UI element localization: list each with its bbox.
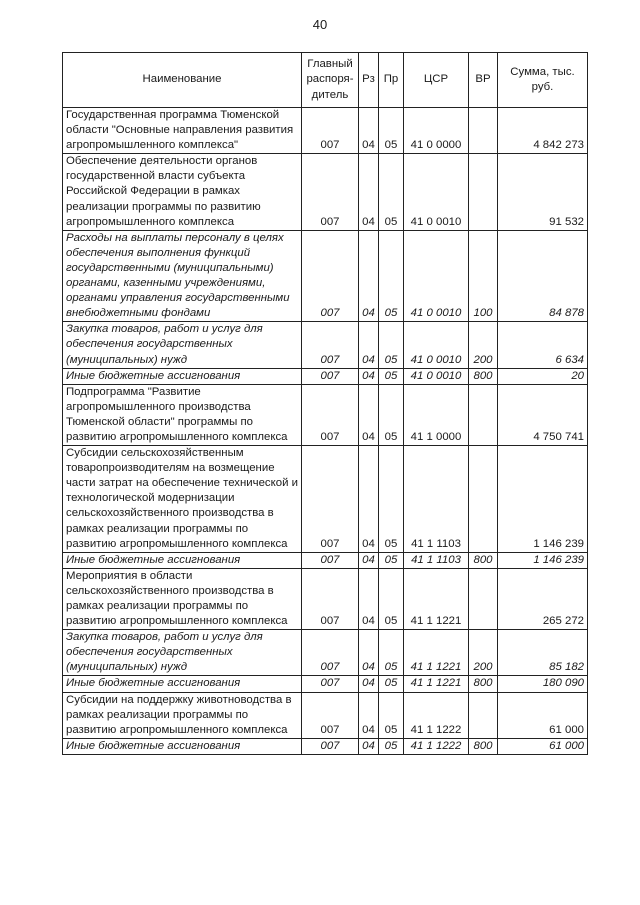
row-pr-code: 05 — [379, 692, 404, 738]
table-row — [63, 630, 588, 676]
row-grbs-code: 007 — [302, 568, 359, 629]
row-sum: 61 000 — [498, 738, 588, 754]
header-pr: Пр — [379, 53, 404, 108]
row-rz-code: 04 — [359, 108, 379, 154]
row-vr-code — [469, 108, 498, 154]
row-sum: 61 000 — [498, 692, 588, 738]
table-row — [63, 230, 588, 322]
row-name: Иные бюджетные ассигнования — [63, 676, 302, 692]
row-name: Расходы на выплаты персоналу в целях обеспечения выполнения функций государственными (муниципальными) органами, казенными учреждениями, органами управления государственными внебюджетными фондами — [63, 230, 302, 322]
row-sum: 265 272 — [498, 568, 588, 629]
table-row — [63, 446, 588, 553]
row-rz-code: 04 — [359, 368, 379, 384]
row-pr-code: 05 — [379, 552, 404, 568]
table-header-row — [63, 53, 588, 108]
row-csr-code: 41 1 0000 — [404, 384, 469, 445]
row-name: Закупка товаров, работ и услуг для обеспечения государственных (муниципальных) нужд — [63, 322, 302, 368]
row-csr-code: 41 1 1103 — [404, 446, 469, 553]
page-number: 40 — [312, 17, 328, 32]
table-row — [63, 676, 588, 692]
row-pr-code: 05 — [379, 384, 404, 445]
row-grbs-code: 007 — [302, 552, 359, 568]
row-name: Подпрограмма "Развитие агропромышленного производства Тюменской области" программы по развитию агропромышленного комплекса — [63, 384, 302, 445]
row-rz-code: 04 — [359, 630, 379, 676]
row-name: Иные бюджетные ассигнования — [63, 738, 302, 754]
row-grbs-code: 007 — [302, 230, 359, 322]
header-vr: ВР — [469, 53, 498, 108]
row-csr-code: 41 1 1222 — [404, 692, 469, 738]
header-grbs: Главный распоря-дитель — [302, 53, 359, 108]
row-pr-code: 05 — [379, 446, 404, 553]
row-rz-code: 04 — [359, 676, 379, 692]
row-vr-code: 800 — [469, 738, 498, 754]
table-row — [63, 738, 588, 754]
row-csr-code: 41 0 0010 — [404, 230, 469, 322]
row-name: Иные бюджетные ассигнования — [63, 368, 302, 384]
row-name: Мероприятия в области сельскохозяйственного производства в рамках реализации программы по развитию агропромышленного комплекса — [63, 568, 302, 629]
row-pr-code: 05 — [379, 230, 404, 322]
table-row — [63, 384, 588, 445]
row-grbs-code: 007 — [302, 322, 359, 368]
row-rz-code: 04 — [359, 568, 379, 629]
row-vr-code: 800 — [469, 676, 498, 692]
table-row — [63, 692, 588, 738]
row-rz-code: 04 — [359, 322, 379, 368]
row-rz-code: 04 — [359, 384, 379, 445]
row-sum: 91 532 — [498, 154, 588, 230]
table-row — [63, 154, 588, 230]
row-pr-code: 05 — [379, 676, 404, 692]
table-row — [63, 108, 588, 154]
row-sum: 84 878 — [498, 230, 588, 322]
row-grbs-code: 007 — [302, 676, 359, 692]
row-sum: 1 146 239 — [498, 552, 588, 568]
row-rz-code: 04 — [359, 154, 379, 230]
row-grbs-code: 007 — [302, 630, 359, 676]
row-pr-code: 05 — [379, 368, 404, 384]
row-name: Субсидии сельскохозяйственным товаропроизводителям на возмещение части затрат на обеспечение технической и технологической модернизации сельскохозяйственного производства в рамках реализации программы по развитию агропромышленного комплекса — [63, 446, 302, 553]
row-grbs-code: 007 — [302, 446, 359, 553]
row-csr-code: 41 1 1221 — [404, 630, 469, 676]
row-name: Закупка товаров, работ и услуг для обеспечения государственных (муниципальных) нужд — [63, 630, 302, 676]
row-csr-code: 41 1 1103 — [404, 552, 469, 568]
row-vr-code — [469, 568, 498, 629]
table-row — [63, 322, 588, 368]
header-sum: Сумма, тыс. руб. — [498, 53, 588, 108]
row-grbs-code: 007 — [302, 738, 359, 754]
header-name: Наименование — [63, 53, 302, 108]
row-grbs-code: 007 — [302, 108, 359, 154]
row-grbs-code: 007 — [302, 692, 359, 738]
row-grbs-code: 007 — [302, 368, 359, 384]
row-vr-code — [469, 384, 498, 445]
table-row — [63, 368, 588, 384]
header-rz: Рз — [359, 53, 379, 108]
row-name: Государственная программа Тюменской области "Основные направления развития агропромышленного комплекса" — [63, 108, 302, 154]
row-vr-code: 200 — [469, 322, 498, 368]
row-pr-code: 05 — [379, 568, 404, 629]
row-csr-code: 41 1 1221 — [404, 676, 469, 692]
row-csr-code: 41 0 0010 — [404, 154, 469, 230]
row-sum: 85 182 — [498, 630, 588, 676]
row-vr-code: 100 — [469, 230, 498, 322]
header-csr: ЦСР — [404, 53, 469, 108]
row-sum: 180 090 — [498, 676, 588, 692]
row-name: Обеспечение деятельности органов государственной власти субъекта Российской Федерации в рамках реализации программы по развитию агропромышленного комплекса — [63, 154, 302, 230]
table-row — [63, 552, 588, 568]
row-sum: 4 842 273 — [498, 108, 588, 154]
row-vr-code: 800 — [469, 368, 498, 384]
scan-edge-mark — [516, 0, 634, 5]
row-rz-code: 04 — [359, 738, 379, 754]
budget-table — [62, 52, 588, 755]
row-csr-code: 41 1 1222 — [404, 738, 469, 754]
row-name: Иные бюджетные ассигнования — [63, 552, 302, 568]
row-pr-code: 05 — [379, 738, 404, 754]
row-pr-code: 05 — [379, 154, 404, 230]
row-rz-code: 04 — [359, 446, 379, 553]
row-name: Субсидии на поддержку животноводства в рамках реализации программы по развитию агропромышленного комплекса — [63, 692, 302, 738]
table-row — [63, 568, 588, 629]
row-csr-code: 41 0 0010 — [404, 368, 469, 384]
row-pr-code: 05 — [379, 630, 404, 676]
row-vr-code: 800 — [469, 552, 498, 568]
row-vr-code — [469, 154, 498, 230]
row-grbs-code: 007 — [302, 384, 359, 445]
row-vr-code — [469, 692, 498, 738]
row-pr-code: 05 — [379, 108, 404, 154]
row-grbs-code: 007 — [302, 154, 359, 230]
row-rz-code: 04 — [359, 552, 379, 568]
table-body — [63, 108, 588, 755]
row-csr-code: 41 1 1221 — [404, 568, 469, 629]
row-csr-code: 41 0 0010 — [404, 322, 469, 368]
row-sum: 6 634 — [498, 322, 588, 368]
row-rz-code: 04 — [359, 230, 379, 322]
row-vr-code — [469, 446, 498, 553]
row-pr-code: 05 — [379, 322, 404, 368]
row-vr-code: 200 — [469, 630, 498, 676]
row-rz-code: 04 — [359, 692, 379, 738]
row-sum: 4 750 741 — [498, 384, 588, 445]
row-csr-code: 41 0 0000 — [404, 108, 469, 154]
row-sum: 1 146 239 — [498, 446, 588, 553]
row-sum: 20 — [498, 368, 588, 384]
